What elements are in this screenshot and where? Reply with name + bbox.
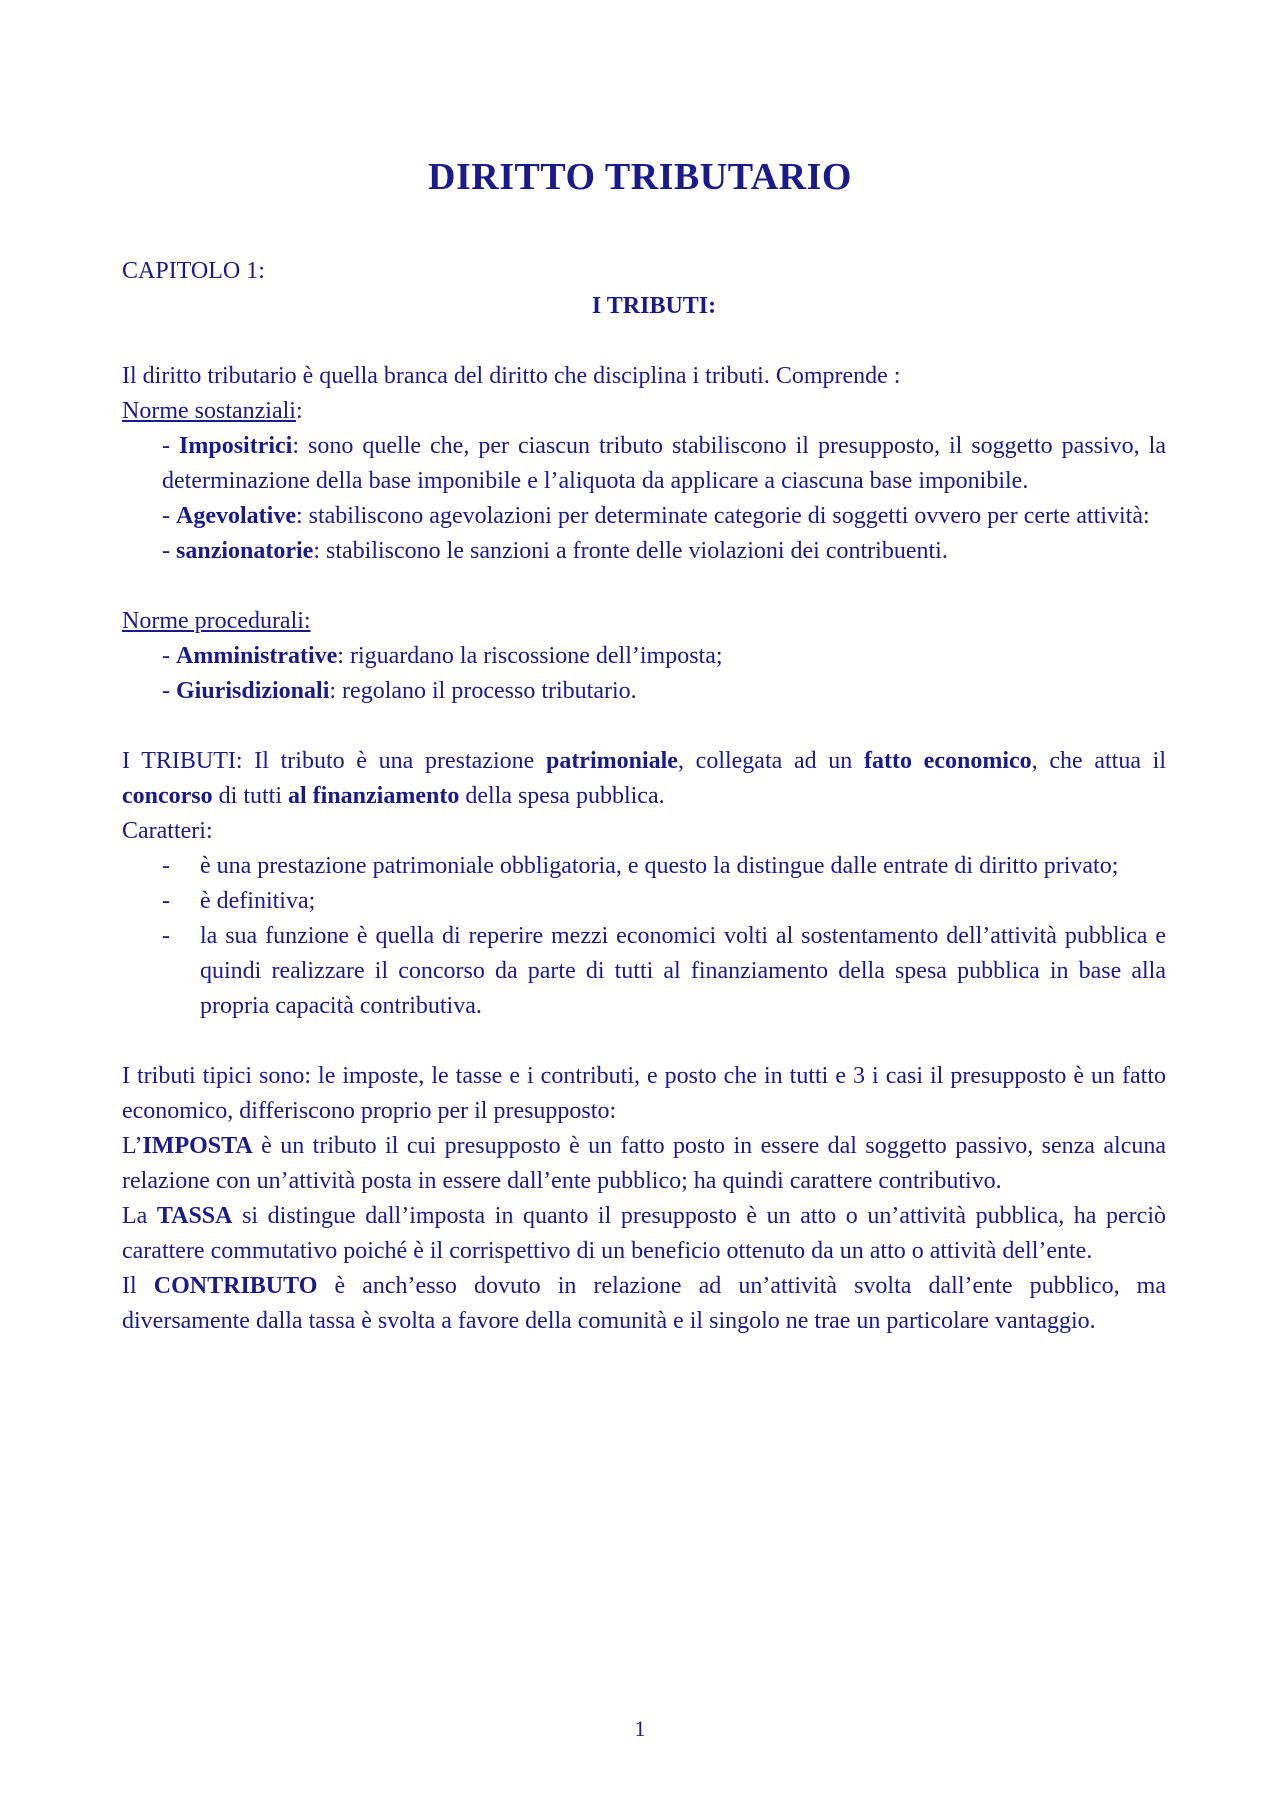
item-agevolative: - Agevolative: stabiliscono agevolazioni per determinate categorie di soggetti ovvero per certe attività: [162, 503, 1150, 529]
procedurali-list [162, 639, 1166, 709]
contributo-paragraph: Il CONTRIBUTO è anch’esso dovuto in relazione ad un’attività svolta dall’ente pubblico, ma diversamente dalla tassa è svolta a favore della comunità e il singolo ne trae un particolare vantaggio. [122, 1273, 1166, 1334]
caratteri-label: Caratteri: [122, 818, 213, 844]
document-body [122, 254, 1166, 1339]
caratteri-list [122, 849, 1166, 1024]
imposta-paragraph: L’IMPOSTA è un tributo il cui presupposto è un fatto posto in essere dal soggetto passivo, senza alcuna relazione con un’attività posta in essere dall’ente pubblico; ha quindi carattere contributivo. [122, 1133, 1166, 1194]
chapter-heading: CAPITOLO 1: [122, 258, 265, 284]
item-giurisdizionali: - Giurisdizionali: regolano il processo tributario. [162, 678, 637, 704]
list-item: - è una prestazione patrimoniale obbligatoria, e questo la distingue dalle entrate di diritto privato; [162, 853, 1119, 879]
tributi-paragraph: I TRIBUTI: Il tributo è una prestazione patrimoniale, collegata ad un fatto economico, che attua il concorso di tutti al finanziamento della spesa pubblica. [122, 748, 1167, 809]
procedurali-heading: Norme procedurali: [122, 608, 311, 634]
list-item: - la sua funzione è quella di reperire mezzi economici volti al sostentamento dell’attività pubblica e quindi realizzare il concorso da parte di tutti al finanziamento della spesa pubblica in base alla propria capacità contributiva. [162, 923, 1166, 1019]
item-amministrative: - Amministrative: riguardano la riscossione dell’imposta; [162, 643, 723, 669]
document-title: DIRITTO TRIBUTARIO [428, 156, 852, 198]
tipici-paragraph: I tributi tipici sono: le imposte, le tasse e i contributi, e posto che in tutti e 3 i casi il presupposto è un fatto economico, differiscono proprio per il presupposto: [122, 1063, 1166, 1124]
intro-paragraph: Il diritto tributario è quella branca del diritto che disciplina i tributi. Comprende : [122, 363, 901, 389]
tassa-paragraph: La TASSA si distingue dall’imposta in quanto il presupposto è un atto o un’attività pubblica, ha perciò carattere commutativo poiché è il corrispettivo di un beneficio ottenuto da un atto o attività dell’ente. [122, 1203, 1166, 1264]
section-heading: I TRIBUTI: [591, 293, 717, 319]
page-number: 1 [634, 1716, 646, 1741]
item-sanzionatorie: - sanzionatorie: stabiliscono le sanzioni a fronte delle violazioni dei contribuenti. [162, 538, 948, 564]
item-impositrici: - Impositrici: sono quelle che, per ciascun tributo stabiliscono il presupposto, il soggetto passivo, la determinazione della base imponibile e l’aliquota da applicare a ciascuna base imponibile. [162, 433, 1167, 494]
sostanziali-list [162, 429, 1166, 569]
list-item: - è definitiva; [162, 888, 316, 914]
sostanziali-heading: Norme sostanziali: [122, 398, 303, 424]
